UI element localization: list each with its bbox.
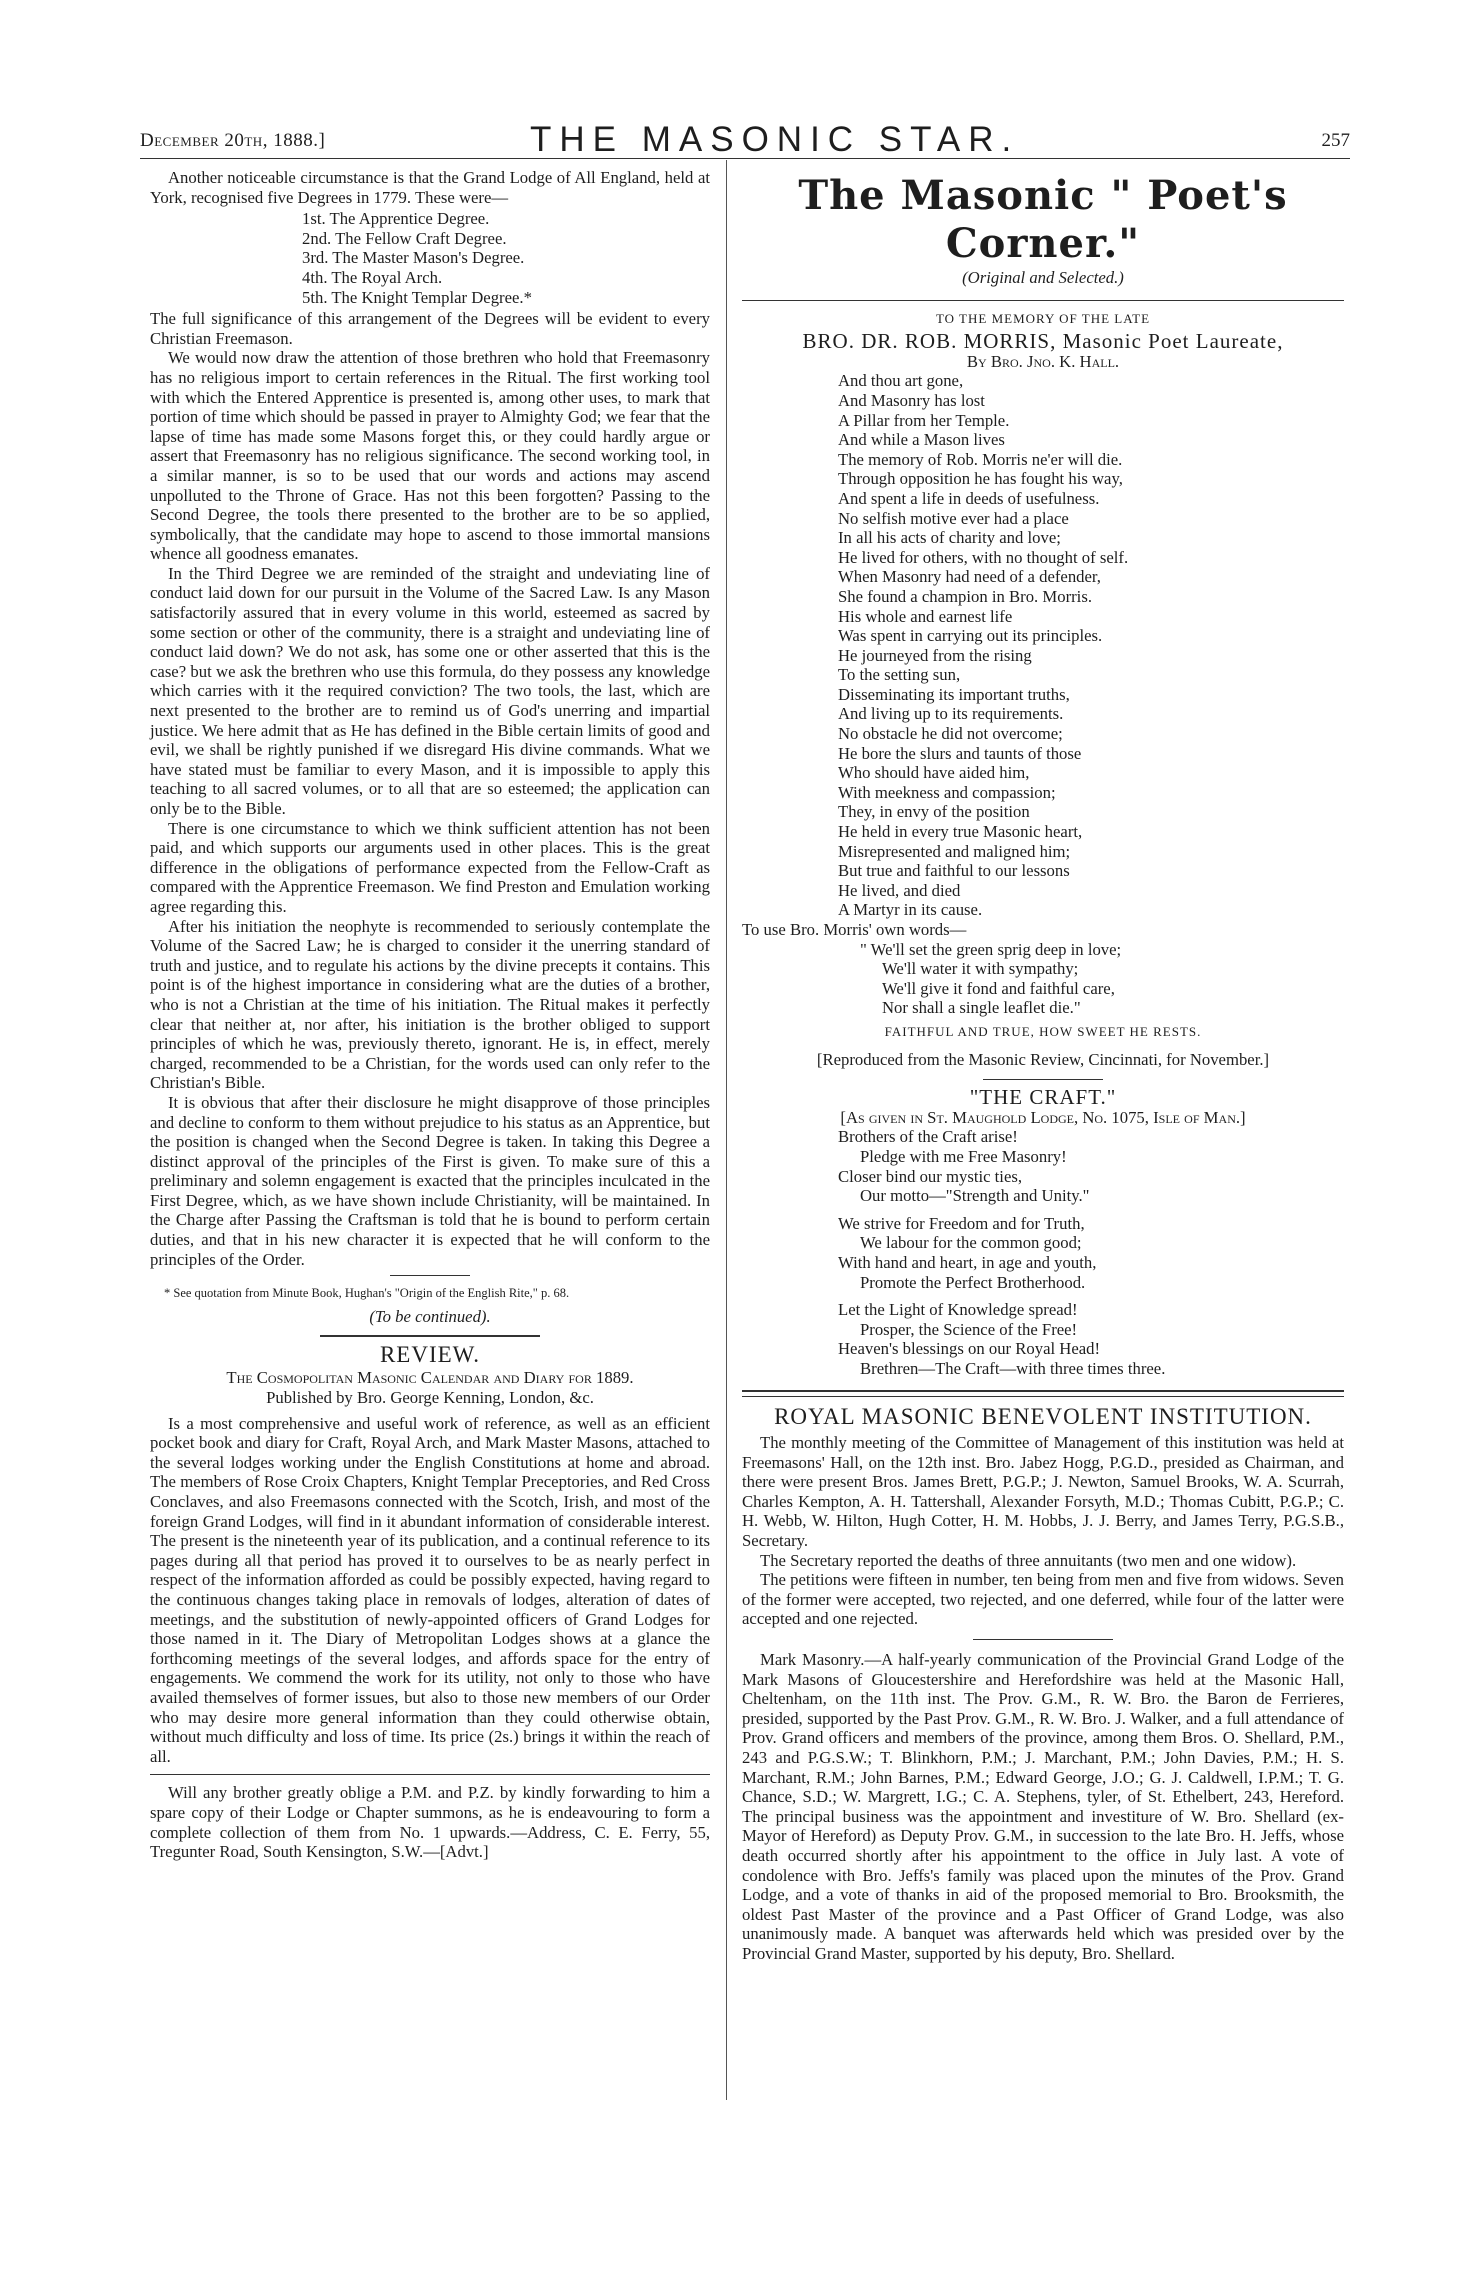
section-rule: [742, 300, 1344, 301]
review-heading: REVIEW.: [379, 1341, 481, 1367]
craft-heading: "THE CRAFT.": [969, 1085, 1117, 1110]
poem-line: We'll give it fond and faithful care,: [882, 978, 1115, 998]
advert-rule: [150, 1774, 710, 1775]
stanza: [838, 1214, 1344, 1292]
poem-line: To the setting sun,: [838, 665, 961, 685]
article-paragraph: We would now draw the attention of those brethren who hold that Freemasonry has no religious import to certain references in the Ritual. The first working tool with which the Entered Apprentice is presented is, among other uses, to mark that portion of time which should be passed in prayer to Almighty God; we fear that the lapse of time has made some Masons forget this, or they could hardly argue or assert that Freemasonry has no religious significance. The second working tool, in a similar manner, is so to be used that our words and actions may ascend unpolluted to the Throne of Grace. Has not this been forgotten? Passing to the Second Degree, the tools there presented to the brother are to be so applied, symbolically, that the candidate may hope to ascend to those immortal mansions whence all goodness emanates.: [150, 348, 710, 564]
poem-line: No selfish motive ever had a place: [838, 508, 1069, 528]
poem-line: And living up to its requirements.: [838, 704, 1064, 724]
mark-masonry-paragraph: Mark Masonry.—A half-yearly communication of the Provincial Grand Lodge of the Mark Masons of Gloucestershire and Herefordshire was held at the Masonic Hall, Cheltenham, on the 11th inst. The Prov. G.M., R. W. Bro. the Baron de Ferrieres, presided, supported by the Past Prov. G.M., R. W. Bro. J. Walker, and a full attendance of Prov. Grand officers and members of the province, among them Bros. O. Shellard, P.M., 243 and P.G.S.W.; T. Blinkhorn, P.M.; J. Marchant, P.M.; John Davies, P.M.; H. S. Marchant, R.M.; John Barnes, P.M.; Edward George, J.O.; G. J. Caldwell, I.P.M.; T. G. Chance, S.D.; W. Margrett, I.G.; C. A. Stephens, tyler, of St. Ethelbert, 243, Hereford. The principal business was the appointment and investiture of W. Bro. Shellard (ex-Mayor of Hereford) as Deputy Prov. G.M., in succession to the late Bro. H. Jeffs, whose death occurred shortly after his appointment to the office in July last. A vote of condolence with Bro. Jeffs's family was placed upon the minutes of the Prov. Grand Lodge, and a vote of thanks in aid of the proposed memorial to Bro. Brooksmith, the oldest Past Master of the province and a Past Officer of Grand Lodge, was also unanimously made. A banquet was afterwards held which was presided over by the Provincial Grand Master, supported by his deputy, Bro. Shellard.: [742, 1650, 1344, 1963]
review-publisher: Published by Bro. George Kenning, London, &c.: [266, 1388, 594, 1408]
craft-song: [838, 1127, 1344, 1378]
degrees-list: [302, 209, 710, 307]
reproduced-note: [Reproduced from the Masonic Review, Cincinnati, for November.]: [816, 1049, 1270, 1069]
article-paragraph: Another noticeable circumstance is that the Grand Lodge of All England, held at York, recognised five Degrees in 1779. These were—: [150, 168, 710, 207]
poem-author: By Bro. Jno. K. Hall.: [966, 351, 1120, 371]
poets-corner-heading: The Masonic " Poet's Corner.": [798, 172, 1288, 267]
poem-line: But true and faithful to our lessons: [838, 861, 1070, 881]
poem-line: Misrepresented and maligned him;: [838, 841, 1071, 861]
degree-item: 1st. The Apprentice Degree.: [302, 209, 490, 229]
memory-heading: TO THE MEMORY OF THE LATE: [935, 310, 1151, 326]
review-title: The Cosmopolitan Masonic Calendar and Diary for 1889.: [226, 1368, 634, 1388]
poem-line: His whole and earnest life: [838, 606, 1013, 626]
article-paragraph: After his initiation the neophyte is recommended to seriously contemplate the Volume of the Sacred Law; he is charged to consider it the unerring standard of truth and justice, and to regulate his actions by the divine precepts it contains. This point is of the highest importance in considering what are the duties of a brother, who is not a Christian at the time of his initiation. The Ritual makes it perfectly clear that neither at, nor after, his initiation is the brother obliged to support principles of which he was, previously thereto, ignorant. He is, in effect, merely charged, recommended to be a Christian, for the words used can only refer to the Christian's Bible.: [150, 916, 710, 1093]
degree-item: 5th. The Knight Templar Degree.*: [302, 287, 532, 307]
advertisement: Will any brother greatly oblige a P.M. and P.Z. by kindly forwarding to him a spare copy of their Lodge or Chapter summons, as he is endeavouring to form a complete collection of them from No. 1 upwards.—Address, C. E. Ferry, 55, Tregunter Road, South Kensington, S.W.—[Advt.]: [150, 1783, 710, 1862]
poem-line: She found a champion in Bro. Morris.: [838, 586, 1092, 606]
header-rule: [140, 158, 1350, 159]
stanza: [838, 1300, 1344, 1378]
morris-quote: [860, 940, 1344, 1018]
poem-line: He journeyed from the rising: [838, 645, 1032, 665]
review-body: Is a most comprehensive and useful work of reference, as well as an efficient pocket book and diary for Craft, Royal Arch, and Mark Master Masons, attached to the several lodges working under the English Constitutions at home and abroad. The members of Rose Croix Chapters, Knight Templar Preceptories, and Red Cross Conclaves, and also Freemasons connected with the Scotch, Irish, and most of the foreign Grand Lodges, will find in it abundant information of considerable interest. The present is the nineteenth year of its publication, and a continual reference to its pages during all that period has proved it to ourselves to be as nearly perfect in respect of the information afforded as could be possibly expected, having regard to the continuous changes taking place in removals of lodges, alteration of dates of meetings, and the substitution of newly-appointed officers of Grand Lodges for those named in it. The Diary of Metropolitan Lodges shows at a glance the forthcoming meetings of the several lodges, and affords space for the entry of engagements. We commend the work for its utility, not only to those who have availed themselves of former issues, but also to those new members of our Order who may desire more general information than they could otherwise obtain, without much difficulty and loss of time. Its price (2s.) brings it within the reach of all.: [150, 1413, 710, 1766]
poem-line: Brethren—The Craft—with three times three.: [860, 1358, 1166, 1378]
section-rule: [742, 1390, 1344, 1392]
poem-line: They, in envy of the position: [838, 802, 1030, 822]
poem-line: " We'll set the green sprig deep in love;: [860, 939, 1122, 959]
poem-line: And spent a life in deeds of usefulness.: [838, 488, 1100, 508]
left-column: [150, 168, 710, 1862]
quote-intro: To use Bro. Morris' own words—: [742, 920, 967, 939]
page-header: [140, 118, 1350, 158]
poem-line: Closer bind our mystic ties,: [838, 1166, 1023, 1186]
poem-line: Pledge with me Free Masonry!: [860, 1146, 1067, 1166]
poem-line: A Martyr in its cause.: [838, 900, 983, 920]
footnote: * See quotation from Minute Book, Hughan's "Origin of the English Rite," p. 68.: [164, 1286, 570, 1301]
poem-line: We labour for the common good;: [860, 1233, 1082, 1253]
poem-line: Prosper, the Science of the Free!: [860, 1319, 1078, 1339]
article-paragraph: It is obvious that after their disclosure he might disapprove of those principles and decline to conform to them without prejudice to his status as an Apprentice, but the position is changed when the Second Degree is taken. In taking this Degree a distinct approval of the principles of the First is given. To make sure of this a preliminary and solemn engagement is exacted that the principles inculcated in the First Degree, which, as we have shown include Christianity, will be maintained. In the Charge after Passing the Craftsman is told that he is bound to perform certain duties, and that in his new character it is expected that he will conform to the principles of the Order.: [150, 1092, 710, 1269]
article-paragraph: There is one circumstance to which we think sufficient attention has not been paid, and which supports our arguments used in other places. This is the great difference in the obligations of performance expected from the Fellow-Craft as compared with the Apprentice Freemason. We find Preston and Emulation working agree regarding this.: [150, 818, 710, 916]
poem-line: Brothers of the Craft arise!: [838, 1127, 1018, 1147]
poem-line: Promote the Perfect Brotherhood.: [860, 1272, 1086, 1292]
poem-subject: BRO. DR. ROB. MORRIS, Masonic Poet Laureate,: [802, 329, 1284, 354]
poem-line: And Masonry has lost: [838, 390, 985, 410]
continued-note: (To be continued).: [369, 1307, 491, 1327]
poem-line: He lived, and died: [838, 880, 961, 900]
stanza: [838, 1127, 1344, 1205]
rmbi-paragraph: The Secretary reported the deaths of three annuitants (two men and one widow).: [760, 1550, 1297, 1570]
header-date: December 20th, 1888.]: [140, 130, 326, 151]
poem-line: We'll water it with sympathy;: [882, 959, 1079, 979]
poem-line: Who should have aided him,: [838, 763, 1030, 783]
poem-line: No obstacle he did not overcome;: [838, 724, 1063, 744]
poem-line: Let the Light of Knowledge spread!: [838, 1300, 1078, 1320]
poem-line: And while a Mason lives: [838, 430, 1005, 450]
poem-line: Through opposition he has fought his way,: [838, 469, 1123, 489]
poem-line: We strive for Freedom and for Truth,: [838, 1213, 1085, 1233]
right-column: [742, 168, 1344, 1964]
poem-line: With meekness and compassion;: [838, 782, 1056, 802]
poem-line: And thou art gone,: [838, 371, 964, 391]
rmbi-paragraph: The petitions were fifteen in number, ten being from men and five from widows. Seven of the former were accepted, two rejected, and one deferred, while four of the latter were accepted and one rejected.: [742, 1570, 1344, 1629]
poem-line: He bore the slurs and taunts of those: [838, 743, 1082, 763]
footnote-rule: [390, 1275, 470, 1276]
poem-line: He held in every true Masonic heart,: [838, 822, 1083, 842]
poets-corner-subheading: (Original and Selected.): [962, 268, 1124, 287]
rmbi-paragraph: The monthly meeting of the Committee of Management of this institution was held at Freemasons' Hall, on the 12th inst. Bro. Jabez Hogg, P.G.D., presided as Chairman, and there were present Bros. James Brett, P.G.P.; J. Newton, Samuel Brooks, W. A. Scurrah, Charles Kempton, A. H. Tattershall, Alexander Forsyth, M.D.; Thomas Cubitt, P.G.P.; C. H. Webb, W. Hilton, Hugh Cotter, H. M. Hobbs, J. J. Berry, and James Terry, P.G.S.B., Secretary.: [742, 1433, 1344, 1551]
craft-subheading: [As given in St. Maughold Lodge, No. 1075, Isle of Man.]: [840, 1107, 1246, 1127]
poem-line: A Pillar from her Temple.: [838, 410, 1010, 430]
degree-item: 4th. The Royal Arch.: [302, 267, 443, 287]
poem-line: With hand and heart, in age and youth,: [838, 1252, 1097, 1272]
poem-line: Nor shall a single leaflet die.": [882, 998, 1081, 1018]
article-paragraph: In the Third Degree we are reminded of the straight and undeviating line of conduct laid down for our pursuit in the Volume of the Sacred Law. Is any Mason satisfactorily assured that in every volume in this world, esteemed as sacred by some section or other of the community, there is a straight and undeviating line of conduct laid down? We do not ask, has some one or other asserted that this is the case? but we ask the brethren who use this formula, do they possess any knowledge which carries with it the required conviction? The two tools, the last, which are next presented to the brother are to remind us of God's unerring and impartial justice. We here admit that as He has defined in the Bible certain limits of good and evil, we shall be rightly punished if we disregard His divine commands. What we have stated must be familiar to every Mason, and it is impossible to apply this teaching to all sacred volumes, or to all that are so esteemed; the application can only be to the Bible.: [150, 563, 710, 818]
section-rule: [320, 1335, 540, 1337]
degree-item: 3rd. The Master Mason's Degree.: [302, 248, 525, 268]
article-paragraph: The full significance of this arrangement of the Degrees will be evident to every Christian Freemason.: [150, 309, 710, 348]
poem-line: Disseminating its important truths,: [838, 684, 1070, 704]
degree-item: 2nd. The Fellow Craft Degree.: [302, 228, 507, 248]
section-rule: [973, 1639, 1113, 1640]
column-separator: [726, 160, 727, 2100]
poem-line: Heaven's blessings on our Royal Head!: [838, 1339, 1101, 1359]
poem-line: When Masonry had need of a defender,: [838, 567, 1101, 587]
rmbi-heading: ROYAL MASONIC BENEVOLENT INSTITUTION.: [774, 1404, 1312, 1430]
section-rule: [983, 1079, 1103, 1080]
memorial-poem: [838, 371, 1344, 920]
faithful-line: FAITHFUL AND TRUE, HOW SWEET HE RESTS.: [884, 1023, 1202, 1039]
poem-line: Was spent in carrying out its principles.: [838, 626, 1103, 646]
poem-line: In all his acts of charity and love;: [838, 528, 1061, 548]
page-number: 257: [1321, 130, 1350, 151]
header-title: THE MASONIC STAR.: [530, 120, 1020, 159]
poem-line: Our motto—"Strength and Unity.": [860, 1186, 1090, 1206]
poem-line: The memory of Rob. Morris ne'er will die.: [838, 449, 1123, 469]
section-rule: [742, 1396, 1344, 1397]
poem-line: He lived for others, with no thought of self.: [838, 547, 1129, 567]
